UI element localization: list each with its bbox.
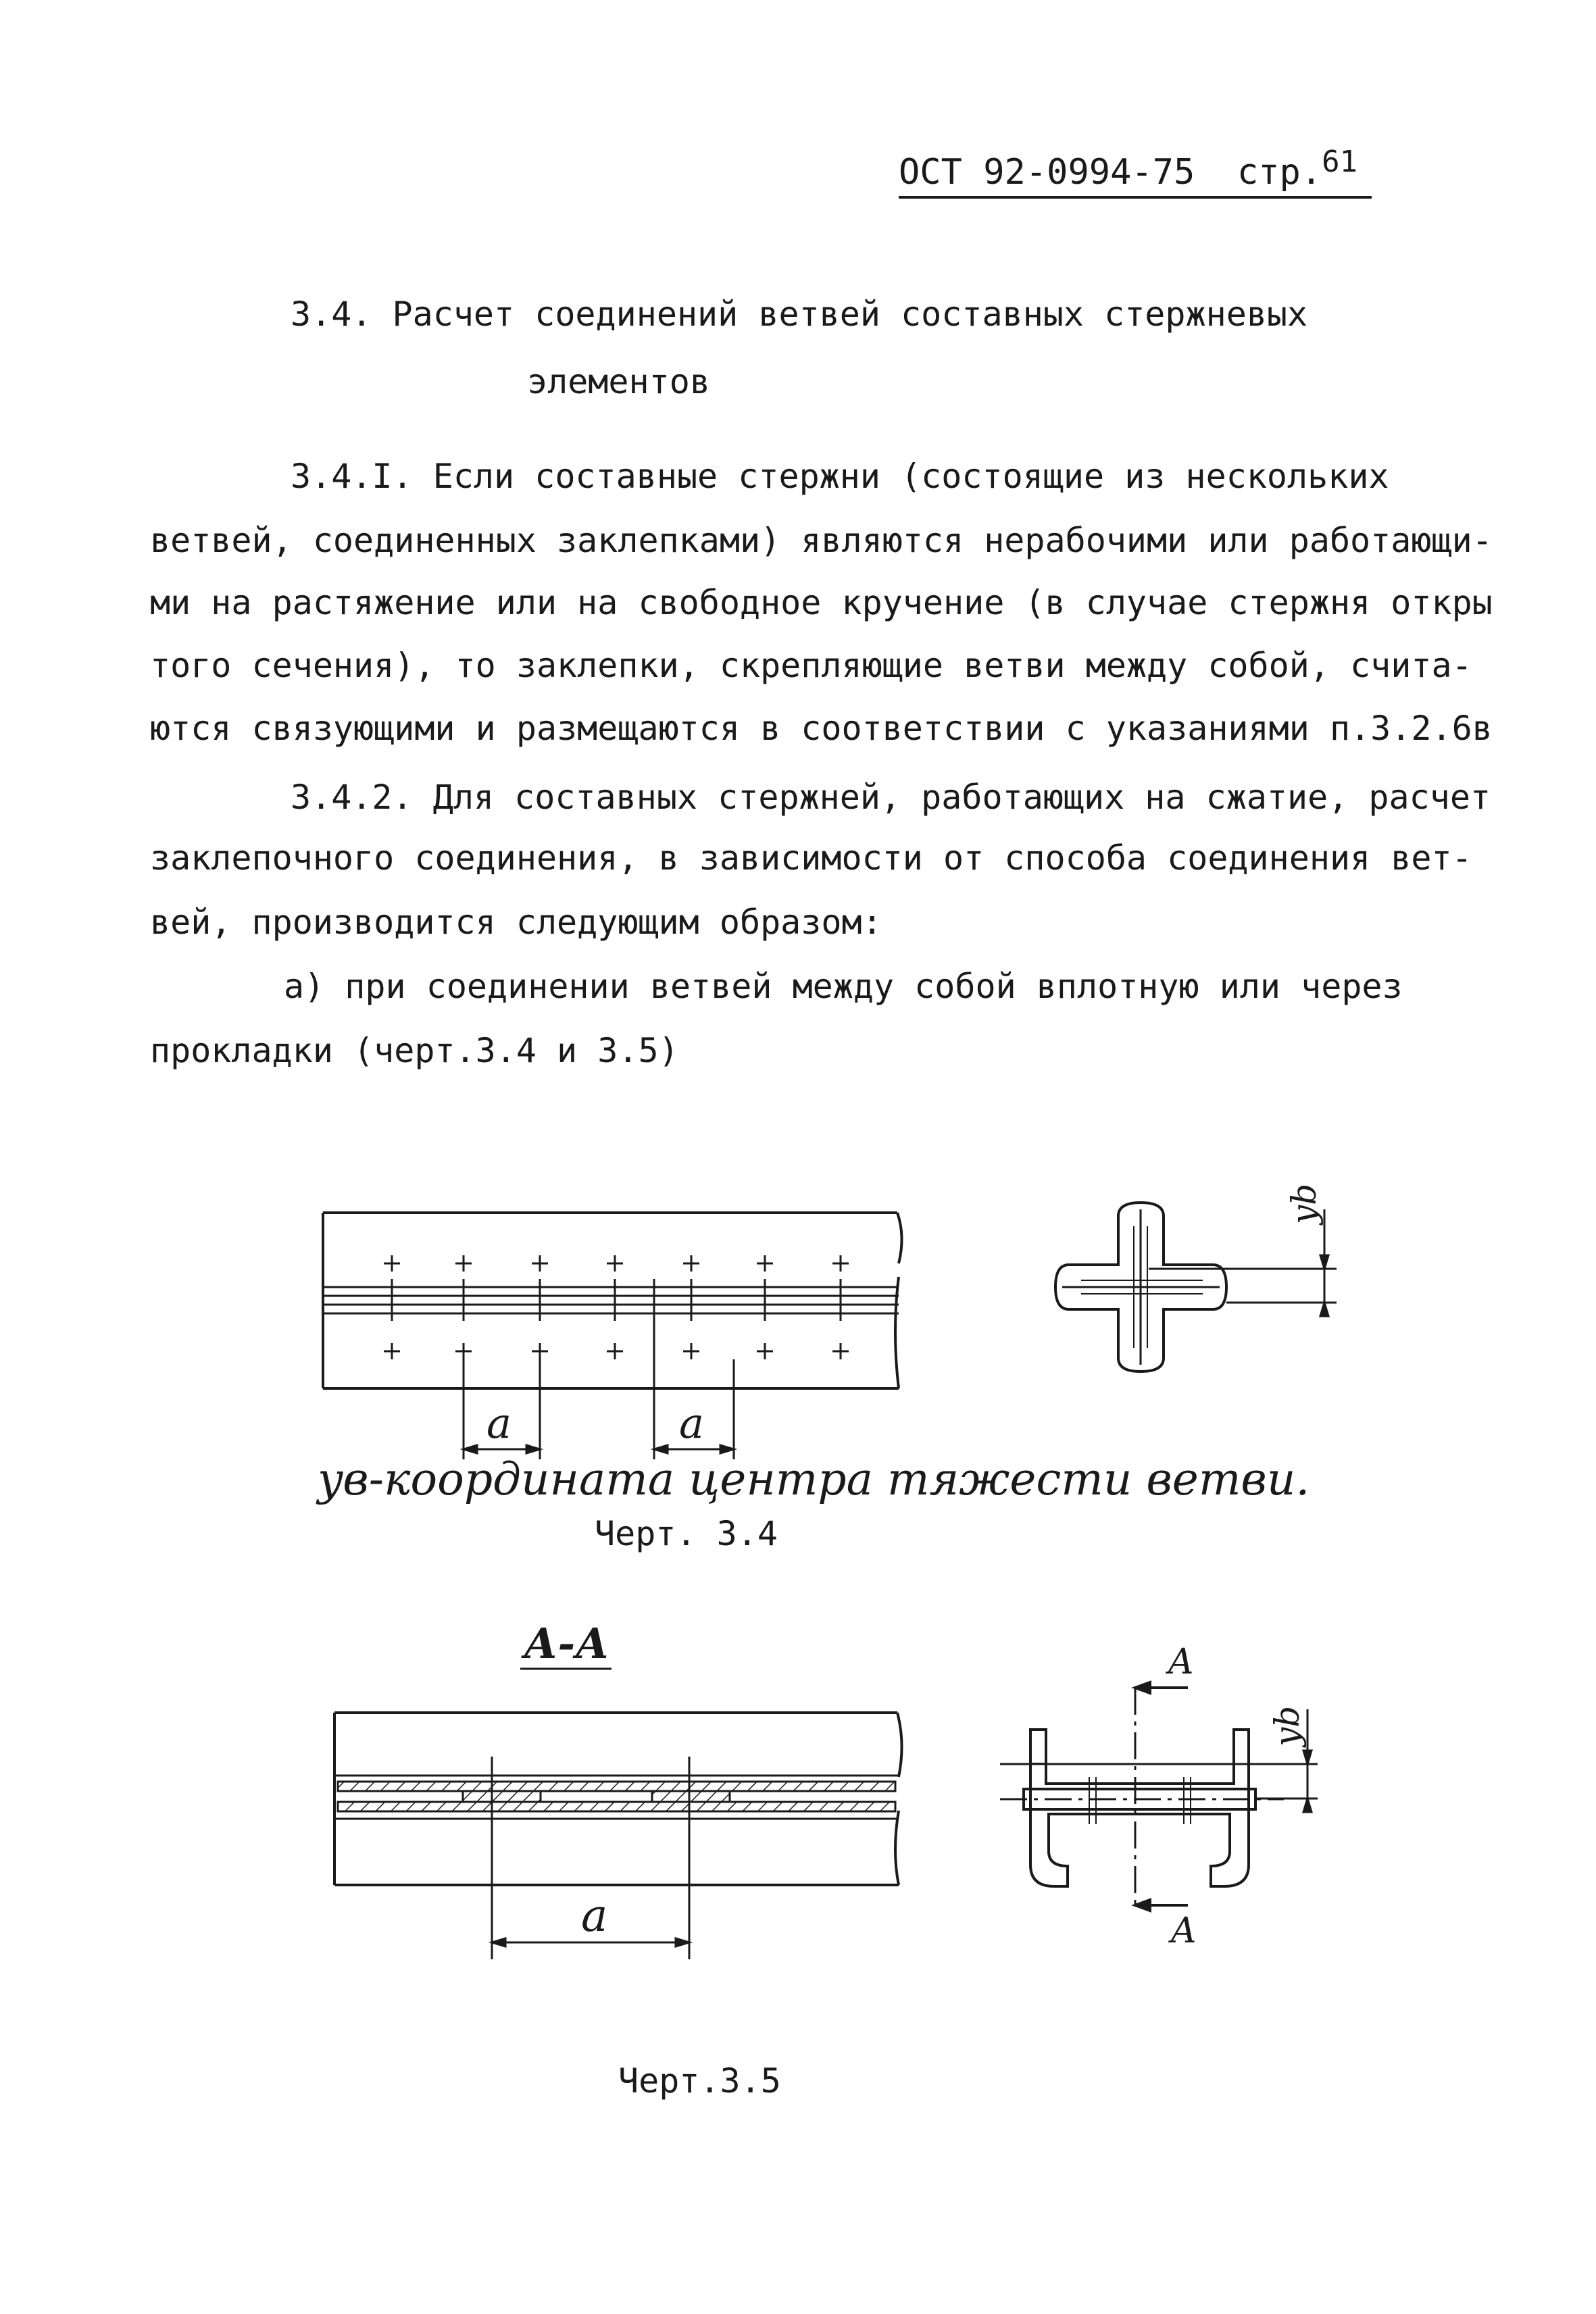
fig35-cut-label-top: А bbox=[1168, 1642, 1195, 1682]
paragraph-line: 3.4.I. Если составные стержни (состоящие из нескольких bbox=[291, 457, 1389, 496]
section-title-line1: 3.4. Расчет соединений ветвей составных стержневых bbox=[291, 295, 1308, 334]
fig34-side-view bbox=[323, 1213, 902, 1388]
paragraph-line: того сечения), то заклепки, скрепляющие ветви между собой, счита- bbox=[150, 646, 1472, 685]
fig34-extension-lines bbox=[392, 1279, 841, 1459]
fig35-cut-markers bbox=[1135, 1682, 1188, 1911]
fig34-note-text: -координата центра тяжести ветви. bbox=[368, 1453, 1310, 1505]
page-label: стр. bbox=[1237, 152, 1322, 193]
doc-code: ОСТ 92- bbox=[899, 152, 1047, 193]
fig34-yb-dimension bbox=[1149, 1209, 1337, 1316]
fig34-note-symbol: yв bbox=[318, 1453, 369, 1505]
paragraph-line: ются связующими и размещаются в соответствии с указаниями п.3.2.6в bbox=[150, 709, 1493, 748]
paragraph-line: ми на растяжение или на свободное кручение (в случае стержня откры bbox=[150, 583, 1493, 622]
paragraph-line: заклепочного соединения, в зависимости от способа соединения вет- bbox=[150, 838, 1472, 878]
doc-number: 0994-75 bbox=[1047, 152, 1195, 193]
fig34-note bbox=[318, 1453, 1310, 1507]
fig35-centerline bbox=[1000, 1688, 1284, 1905]
fig34-rivets bbox=[384, 1255, 849, 1359]
paragraph-line: прокладки (черт.3.4 и 3.5) bbox=[150, 1031, 679, 1070]
paragraph-line: вей, производится следующим образом: bbox=[150, 903, 882, 942]
fig34-dim-label-1: a bbox=[487, 1399, 512, 1448]
fig35-caption: Черт.3.5 bbox=[618, 2061, 781, 2101]
fig35-side-view bbox=[334, 1713, 902, 1885]
section-title-line2: элементов bbox=[527, 362, 710, 401]
fig35-dim-label: a bbox=[581, 1890, 608, 1942]
paragraph-line: 3.4.2. Для составных стержней, работающих на сжатие, расчет bbox=[291, 778, 1491, 817]
fig35-cut-label-bottom: А bbox=[1170, 1911, 1197, 1951]
fig35-section-label: А-А bbox=[524, 1619, 609, 1668]
page-number: 61 bbox=[1322, 145, 1358, 179]
fig35-cross-section bbox=[1024, 1730, 1255, 1886]
fig35-yb-label: yb bbox=[1268, 1705, 1307, 1746]
fig34-dim-label-2: a bbox=[679, 1399, 704, 1448]
fig34-yb-label: yb bbox=[1285, 1183, 1324, 1224]
fig34-caption: Черт. 3.4 bbox=[595, 1514, 778, 1553]
fig34-cross-section bbox=[1055, 1203, 1226, 1372]
fig35-hatched-plates bbox=[338, 1782, 895, 1811]
paragraph-line: ветвей, соединенных заклепками) являются нерабочими или работающи- bbox=[150, 521, 1493, 560]
paragraph-line: а) при соединении ветвей между собой вплотную или через bbox=[284, 967, 1403, 1006]
